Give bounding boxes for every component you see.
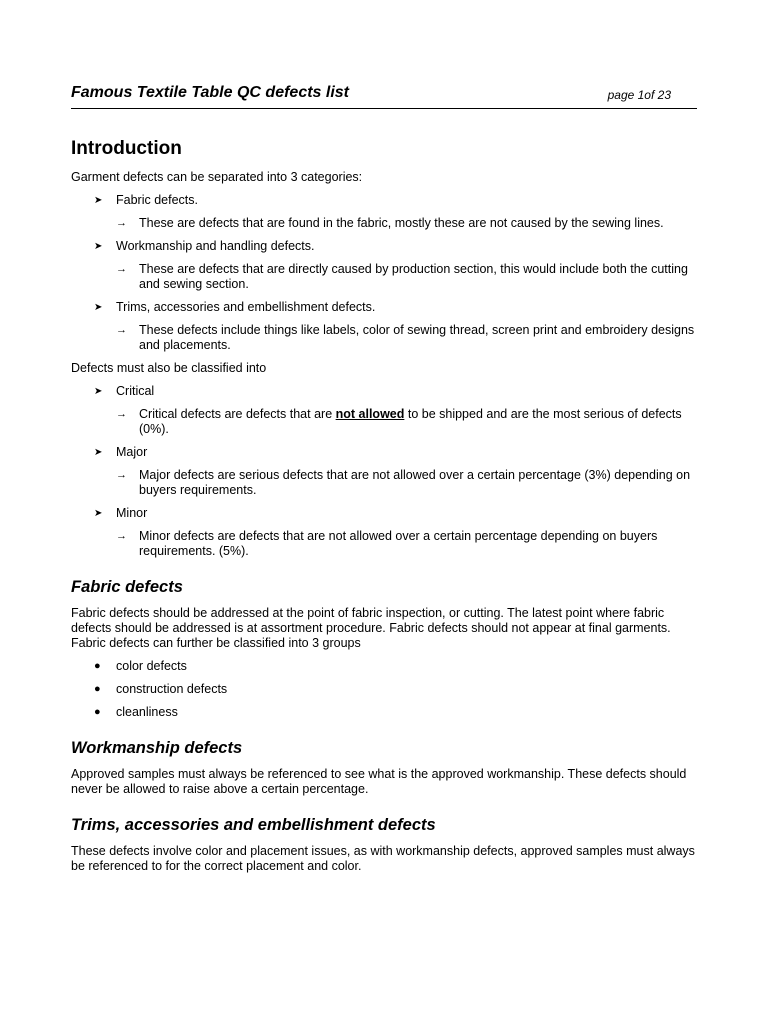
list-item: ➤ Trims, accessories and embellishment defects. xyxy=(94,300,376,314)
arrow-bullet-icon: → xyxy=(116,217,127,229)
not-allowed-emphasis: not allowed xyxy=(335,407,405,421)
arrow-bullet-icon: → xyxy=(116,530,127,542)
document-body xyxy=(71,138,697,882)
list-item: ➤ Minor xyxy=(94,506,148,520)
list-item: → Major defects are serious defects that are not allowed over a certain percentage (3%) depending on buyers requirements. xyxy=(116,468,691,497)
bullet-dot-icon: ● xyxy=(94,660,101,672)
list-item: ➤ Major xyxy=(94,445,148,459)
workmanship-defects-text: Approved samples must always be referenced to see what is the approved workmanship. These defects should never be allowed to raise above a certain percentage. xyxy=(71,767,687,796)
fabric-groups-list xyxy=(71,659,697,720)
list-item: → These are defects that are found in the fabric, mostly these are not caused by the sewing lines. xyxy=(116,216,664,230)
arrow-bullet-icon: → xyxy=(116,469,127,481)
arrowhead-bullet-icon: ➤ xyxy=(94,302,103,313)
list-item: ➤ Fabric defects. xyxy=(94,193,198,207)
list-item: → Minor defects are defects that are not allowed over a certain percentage depending on buyers requirements. (5%). xyxy=(116,529,658,558)
page-number: page 1of 23 xyxy=(607,88,671,102)
bullet-dot-icon: ● xyxy=(94,683,101,695)
arrowhead-bullet-icon: ➤ xyxy=(94,508,103,519)
workmanship-defects-heading: Workmanship defects xyxy=(71,739,243,757)
trims-defects-text: These defects involve color and placement issues, as with workmanship defects, approved samples must always be referenced to for the correct placement and color. xyxy=(71,844,695,873)
arrowhead-bullet-icon: ➤ xyxy=(94,386,103,397)
list-item: ➤ Critical xyxy=(94,384,155,398)
arrow-bullet-icon: → xyxy=(116,263,127,275)
arrow-bullet-icon: → xyxy=(116,408,127,420)
list-item: → Critical defects are defects that are not allowed to be shipped and are the most serious of defects (0%). xyxy=(116,407,682,436)
fabric-defects-heading: Fabric defects xyxy=(71,578,183,596)
list-item: ● construction defects xyxy=(94,682,228,696)
category-list xyxy=(71,193,697,353)
list-item: ➤ Workmanship and handling defects. xyxy=(94,239,315,253)
arrowhead-bullet-icon: ➤ xyxy=(94,241,103,252)
arrow-bullet-icon: → xyxy=(116,324,127,336)
introduction-lead: Garment defects can be separated into 3 categories: xyxy=(71,170,363,184)
classification-lead: Defects must also be classified into xyxy=(71,361,267,375)
classification-list xyxy=(71,384,697,559)
arrowhead-bullet-icon: ➤ xyxy=(94,447,103,458)
list-item: → These are defects that are directly caused by production section, this would include both the cutting and sewing section. xyxy=(116,262,688,291)
bullet-dot-icon: ● xyxy=(94,706,101,718)
fabric-defects-text: Fabric defects should be addressed at the point of fabric inspection, or cutting. The latest point where fabric defects should be addressed is at assortment procedure. Fabric defects should not appear at final garments. Fabric defects can further be classified into 3 groups xyxy=(71,606,671,650)
page-header xyxy=(71,84,697,109)
arrowhead-bullet-icon: ➤ xyxy=(94,195,103,206)
trims-defects-heading: Trims, accessories and embellishment defects xyxy=(71,816,436,834)
list-item: → These defects include things like labels, color of sewing thread, screen print and embroidery designs and placements. xyxy=(116,323,695,352)
list-item: ● cleanliness xyxy=(94,705,178,719)
list-item: ● color defects xyxy=(94,659,187,673)
document-title: Famous Textile Table QC defects list xyxy=(71,84,349,101)
introduction-heading: Introduction xyxy=(71,138,182,159)
